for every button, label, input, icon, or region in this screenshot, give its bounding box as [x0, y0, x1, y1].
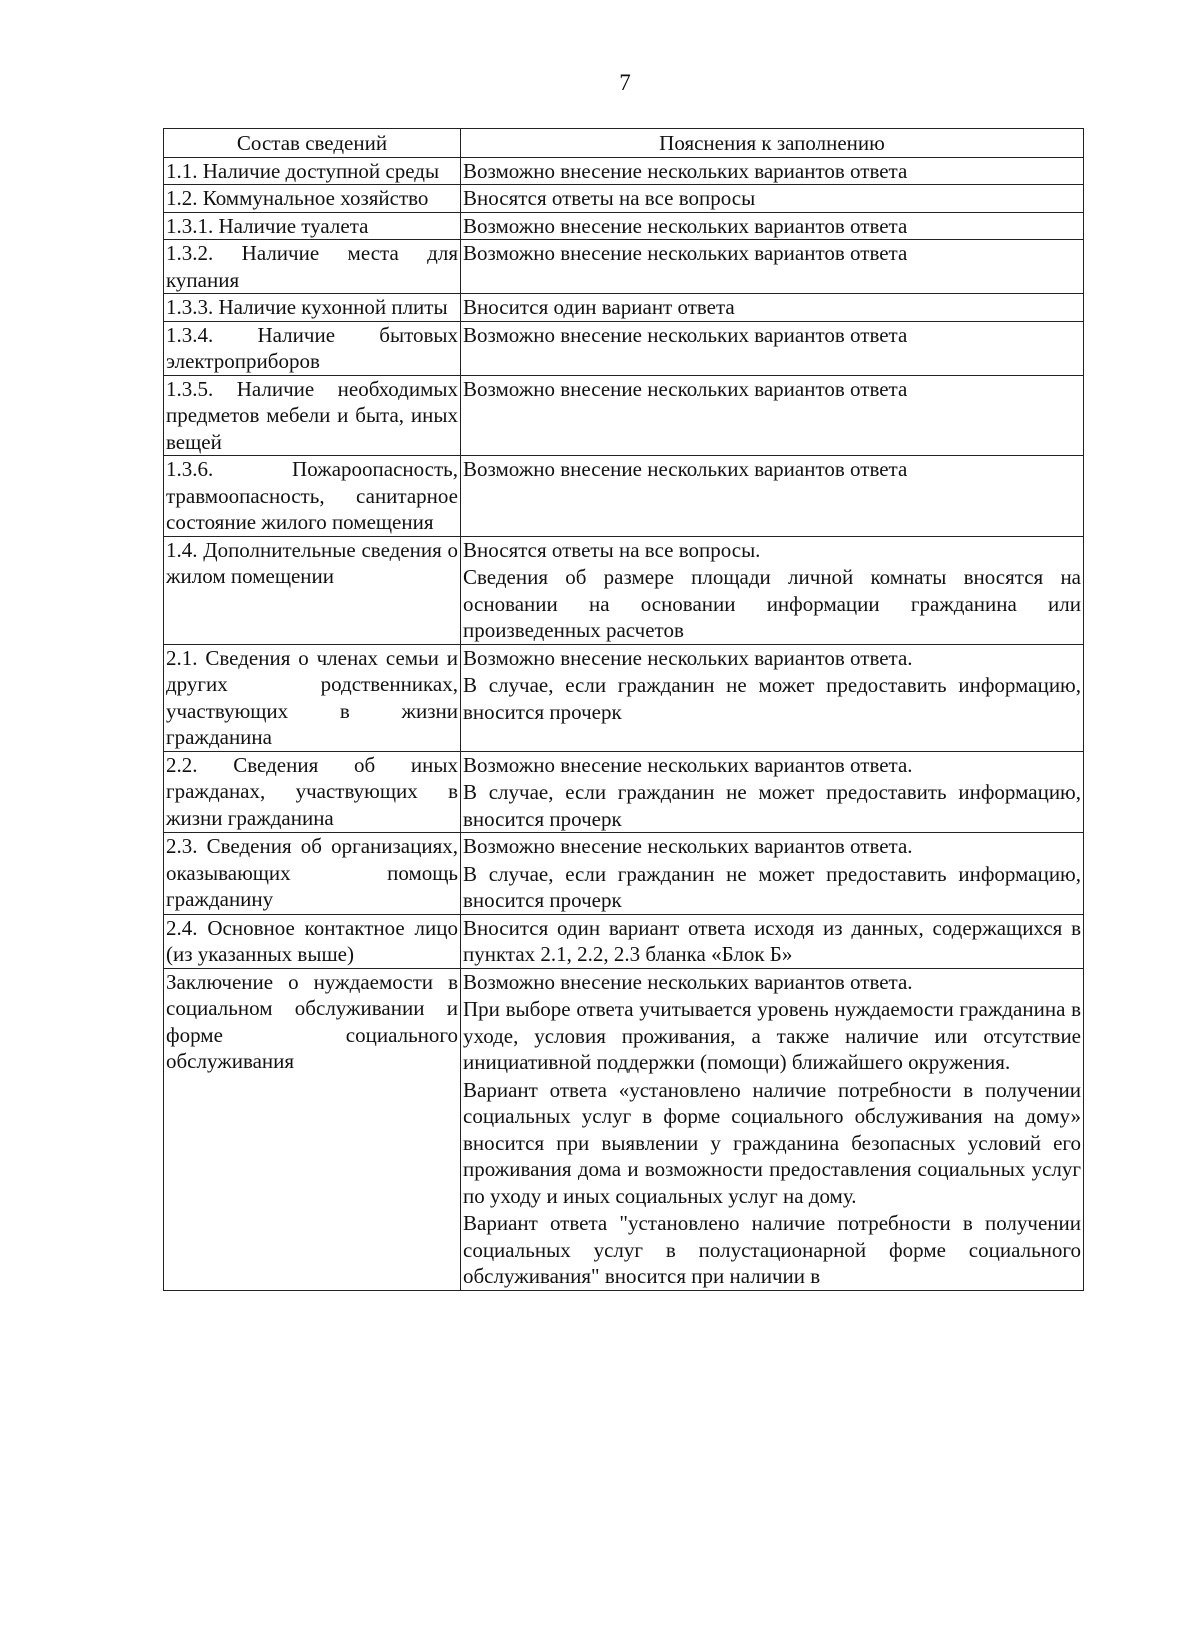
- table-body: [164, 157, 1084, 1290]
- table-row: [164, 914, 1084, 968]
- cell-composition: 1.4. Дополнительные сведения о жилом помещении: [164, 536, 461, 644]
- header-explanations: Пояснения к заполнению: [461, 129, 1084, 158]
- table-row: [164, 157, 1084, 185]
- cell-explanation: [461, 751, 1084, 833]
- explanation-paragraph: Вносятся ответы на все вопросы.: [463, 537, 761, 562]
- explanation-paragraph: Сведения об размере площади личной комнаты вносятся на основании на основании информации гражданина или произведенных расчетов: [463, 565, 1081, 642]
- explanation-paragraph: Вносится один вариант ответа исходя из данных, содержащихся в пунктах 2.1, 2.2, 2.3 бланка «Блок Б»: [463, 915, 1081, 966]
- table-row: [164, 968, 1084, 1290]
- table-row: [164, 751, 1084, 833]
- cell-composition: 2.2. Сведения об иных гражданах, участвующих в жизни гражданина: [164, 751, 461, 833]
- cell-explanation: [461, 240, 1084, 294]
- cell-explanation: [461, 968, 1084, 1290]
- cell-composition: 1.3.5. Наличие необходимых предметов мебели и быта, иных вещей: [164, 375, 461, 456]
- cell-composition: 1.2. Коммунальное хозяйство: [164, 185, 461, 213]
- cell-composition: 1.3.6. Пожароопасность, травмоопасность, санитарное состояние жилого помещения: [164, 456, 461, 537]
- cell-composition: 2.3. Сведения об организациях, оказывающих помощь гражданину: [164, 833, 461, 915]
- cell-composition: 1.1. Наличие доступной среды: [164, 157, 461, 185]
- cell-explanation: [461, 212, 1084, 240]
- explanation-paragraph: Возможно внесение нескольких вариантов ответа: [463, 322, 908, 347]
- cell-explanation: [461, 833, 1084, 915]
- explanation-paragraph: Возможно внесение нескольких вариантов ответа: [463, 158, 908, 183]
- table-row: [164, 833, 1084, 915]
- cell-explanation: [461, 321, 1084, 375]
- page-number: 7: [619, 70, 631, 95]
- cell-composition: 1.3.1. Наличие туалета: [164, 212, 461, 240]
- explanation-paragraph: В случае, если гражданин не может предоставить информацию, вносится прочерк: [463, 780, 1081, 831]
- cell-composition: 2.1. Сведения о членах семьи и других родственниках, участвующих в жизни гражданина: [164, 644, 461, 751]
- cell-explanation: [461, 375, 1084, 456]
- explanation-paragraph: Вносятся ответы на все вопросы: [463, 186, 756, 210]
- explanation-paragraph: Возможно внесение нескольких вариантов ответа: [463, 241, 908, 265]
- table-row: [164, 536, 1084, 644]
- explanation-paragraph: Возможно внесение нескольких вариантов ответа.: [463, 969, 913, 994]
- table-row: [164, 644, 1084, 751]
- table-header-row: [164, 129, 1084, 158]
- table-row: [164, 321, 1084, 375]
- table-row: [164, 456, 1084, 537]
- table-row: [164, 294, 1084, 322]
- cell-explanation: [461, 536, 1084, 644]
- explanation-paragraph: Возможно внесение нескольких вариантов ответа.: [463, 752, 913, 777]
- cell-explanation: [461, 644, 1084, 751]
- explanation-paragraph: Возможно внесение нескольких вариантов ответа.: [463, 834, 913, 858]
- explanation-paragraph: В случае, если гражданин не может предоставить информацию, вносится прочерк: [463, 673, 1081, 724]
- explanation-paragraph: Вносится один вариант ответа: [463, 295, 735, 319]
- header-composition: Состав сведений: [164, 129, 461, 158]
- table-row: [164, 185, 1084, 213]
- cell-composition: 1.3.2. Наличие места для купания: [164, 240, 461, 294]
- table-row: [164, 240, 1084, 294]
- cell-composition: 1.3.3. Наличие кухонной плиты: [164, 294, 461, 322]
- cell-explanation: [461, 157, 1084, 185]
- explanation-paragraph: Возможно внесение нескольких вариантов ответа.: [463, 645, 913, 670]
- cell-explanation: [461, 185, 1084, 213]
- cell-composition: 1.3.4. Наличие бытовых электроприборов: [164, 321, 461, 375]
- cell-explanation: [461, 456, 1084, 537]
- explanation-paragraph: Возможно внесение нескольких вариантов ответа: [463, 457, 908, 481]
- cell-explanation: [461, 294, 1084, 322]
- explanation-paragraph: Вариант ответа «установлено наличие потребности в получении социальных услуг в форме социального обслуживания на дому» вносится при выявлении у гражданина безопасных условий его проживания дома и возможности предоставления социальных услуг по уходу и иных социальных услуг на дому.: [463, 1077, 1081, 1208]
- explanation-paragraph: Возможно внесение нескольких вариантов ответа: [463, 376, 908, 401]
- table-row: [164, 375, 1084, 456]
- explanation-paragraph: Вариант ответа "установлено наличие потребности в получении социальных услуг в полустационарной форме социального обслуживания" вносится при наличии в: [463, 1211, 1081, 1288]
- table-row: [164, 212, 1084, 240]
- instructions-table: [163, 128, 1084, 1291]
- cell-composition: 2.4. Основное контактное лицо (из указанных выше): [164, 914, 461, 968]
- explanation-paragraph: В случае, если гражданин не может предоставить информацию, вносится прочерк: [463, 861, 1081, 912]
- cell-explanation: [461, 914, 1084, 968]
- explanation-paragraph: При выборе ответа учитывается уровень нуждаемости гражданина в уходе, условия проживания, а также наличие или отсутствие инициативной поддержки (помощи) ближайшего окружения.: [463, 997, 1081, 1074]
- explanation-paragraph: Возможно внесение нескольких вариантов ответа: [463, 213, 908, 238]
- cell-composition: Заключение о нуждаемости в социальном обслуживании и форме социального обслуживания: [164, 968, 461, 1290]
